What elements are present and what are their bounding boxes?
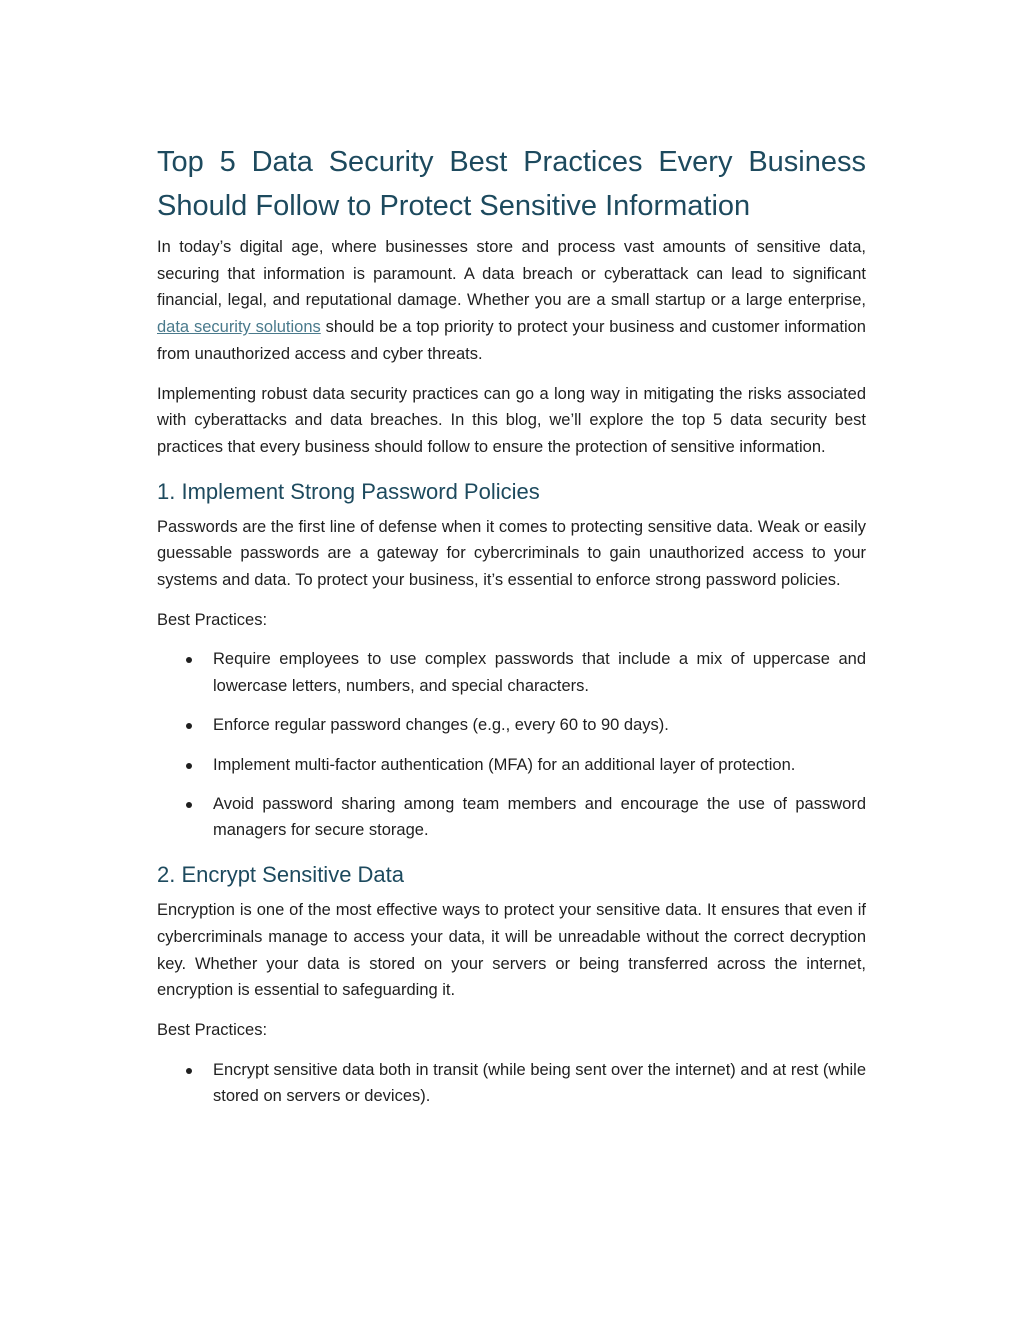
list-item <box>157 646 866 699</box>
section-body-password-policies: Passwords are the first line of defense when it comes to protecting sensitive data. Weak or easily guessable passwords are a gateway for cybercriminals to gain unauthorized access to your systems and data. To protect your business, it’s essential to enforce strong password policies. <box>157 517 866 590</box>
list-item-text: Avoid password sharing among team members and encourage the use of password managers for secure storage. <box>213 794 866 840</box>
section-heading-encrypt-data: 2. Encrypt Sensitive Data <box>157 862 405 888</box>
bullet-dot-icon <box>186 657 192 663</box>
best-practices-label: Best Practices: <box>157 1020 268 1039</box>
bullet-list-password-policies <box>157 646 866 844</box>
list-item-text: Encrypt sensitive data both in transit (while being sent over the internet) and at rest (while stored on servers or devices). <box>213 1060 867 1106</box>
document-title-line-2: Should Follow to Protect Sensitive Information <box>157 190 751 222</box>
bullet-dot-icon <box>186 763 192 769</box>
list-item <box>157 1057 866 1110</box>
list-item-text: Implement multi-factor authentication (MFA) for an additional layer of protection. <box>213 755 796 774</box>
best-practices-label: Best Practices: <box>157 610 268 629</box>
intro-paragraph-2: Implementing robust data security practices can go a long way in mitigating the risks associated with cyberattacks and data breaches. In this blog, we’ll explore the top 5 data security best practices that every business should follow to ensure the protection of sensitive information. <box>157 384 866 456</box>
document-page <box>157 140 866 1123</box>
intro-paragraph-1 <box>157 234 866 368</box>
list-item-text: Enforce regular password changes (e.g., every 60 to 90 days). <box>213 716 669 735</box>
bullet-list-encrypt-data <box>157 1057 866 1110</box>
document-title-line-1: Top 5 Data Security Best Practices Every Business <box>157 146 866 178</box>
list-item <box>157 752 866 779</box>
list-item-text: Require employees to use complex passwords that include a mix of uppercase and lowercase letters, numbers, and special characters. <box>213 650 866 696</box>
list-item <box>157 712 866 739</box>
list-item <box>157 791 866 844</box>
intro-text-before-link: In today’s digital age, where businesses store and process vast amounts of sensitive data, securing that information is paramount. A data breach or cyberattack can lead to significant financial, legal, and reputational damage. Whether you are a small startup or a large enterprise, <box>157 238 866 310</box>
intro-text-after-link: should be a top priority to protect your business and customer information from unauthorized access and cyber threats. <box>157 318 866 363</box>
document-title <box>157 140 866 228</box>
bullet-dot-icon <box>186 802 192 808</box>
bullet-dot-icon <box>186 1068 192 1074</box>
section-body-encrypt-data: Encryption is one of the most effective ways to protect your sensitive data. It ensures that even if cybercriminals manage to access your data, it will be unreadable without the correct decryption key. Whether your data is stored on your servers or being transferred across the internet, encryption is essential to safeguarding it. <box>157 901 866 1000</box>
section-heading-password-policies: 1. Implement Strong Password Policies <box>157 478 540 504</box>
bullet-dot-icon <box>186 723 192 729</box>
data-security-solutions-link[interactable]: data security solutions <box>157 318 321 337</box>
